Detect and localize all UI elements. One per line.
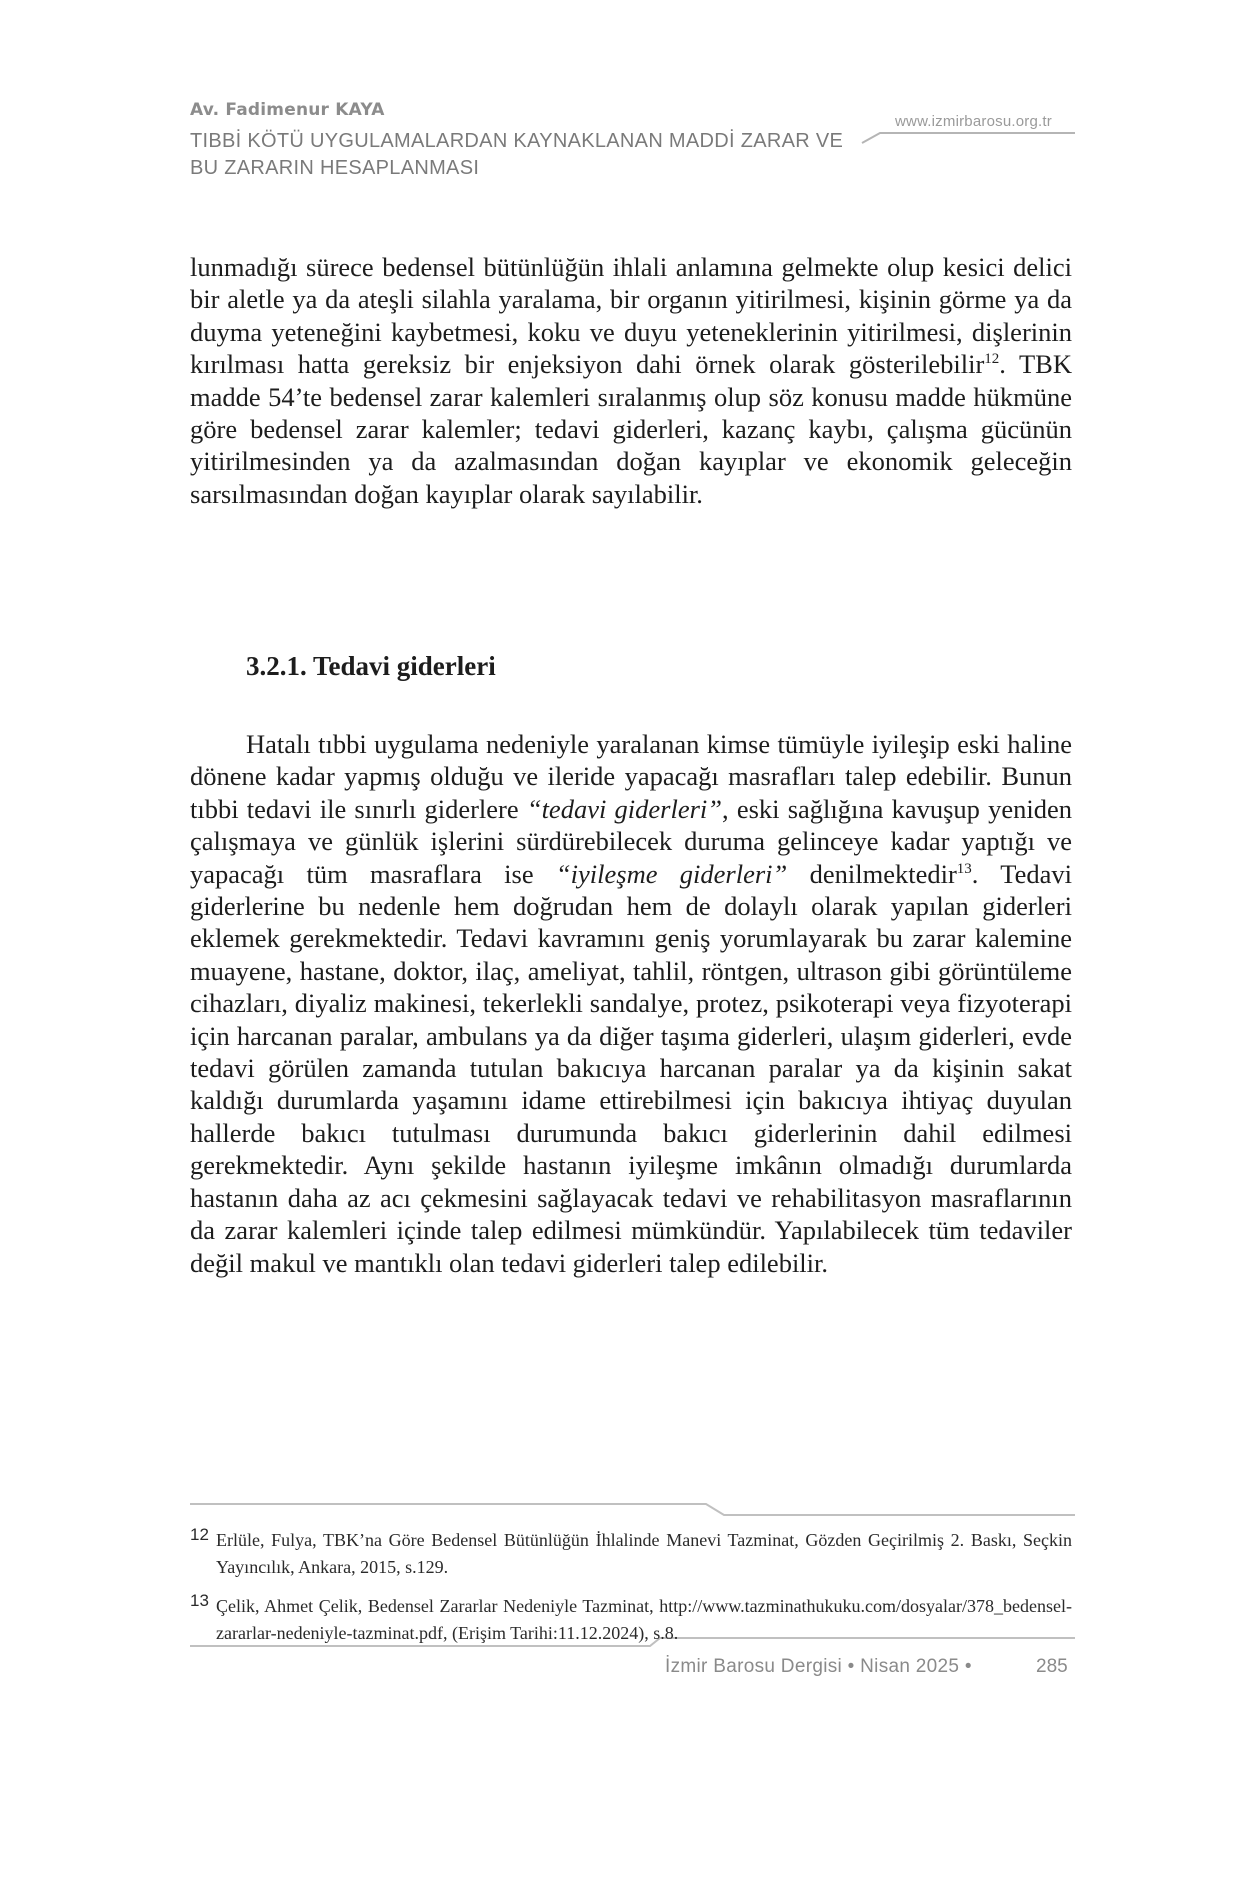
footnote-separator	[190, 1504, 1075, 1515]
header-rule	[862, 133, 1075, 143]
paragraph-1	[190, 251, 1072, 510]
footnote-ref-13: 13	[956, 860, 972, 877]
footer-page-number: 285	[1036, 1656, 1068, 1677]
header-title-line-2: BU ZARARIN HESAPLANMASI	[190, 157, 480, 179]
footnote-ref-12: 12	[984, 351, 1000, 368]
footnote-12	[190, 1527, 1072, 1581]
footnote-text: Çelik, Ahmet Çelik, Bedensel Zararlar Nedeniyle Tazminat, http://www.tazminathukuku.com/dosyalar/378_bedensel-zararlar-nedeniyle-tazminat.pdf, (Erişim Tarihi:11.12.2024), s.8.	[216, 1596, 1072, 1643]
header-author: Av. Fadimenur KAYA	[190, 100, 385, 120]
paragraph-2	[190, 728, 1072, 1279]
paragraph-1-text-b: . TBK madde 54’te bedensel zarar kalemleri sıralanmış olup söz konusu madde hükmüne göre bedensel zarar kalemler; tedavi giderleri, kazanç kaybı, çalışma gücünün yitirilmesinden ya da azalmasından doğan kayıplar ve ekonomik geleceğin sarsılmasından doğan kayıplar olarak sayılabilir.	[190, 349, 1072, 509]
footnote-number: 12	[190, 1525, 209, 1544]
header-title	[190, 128, 880, 182]
paragraph-2-text-c: denilmektedir	[787, 858, 957, 889]
footnote-number: 13	[190, 1591, 209, 1610]
paragraph-2-emphasis-2: “iyileşme giderleri”	[555, 858, 788, 889]
footnote-13	[190, 1593, 1072, 1647]
paragraph-2-text-a: Hatalı tıbbi uygulama nedeniyle yaralanan kimse tümüyle iyileşip eski haline dönene kadar yapmış olduğu ve ileride yapacağı masrafları talep edebilir. Bunun tıbbi tedavi ile sınırlı giderlere	[190, 729, 1072, 824]
section-heading: 3.2.1. Tedavi giderleri	[246, 651, 496, 681]
paragraph-2-text-b: , eski sağlığına kavuşup yeniden çalışmaya ve günlük işlerini sürdürebilecek duruma gelinceye kadar yaptığı ve yapacağı tüm masraflara ise	[190, 793, 1072, 889]
header-title-line-1: TIBBİ KÖTÜ UYGULAMALARDAN KAYNAKLANAN MADDİ ZARAR VE	[190, 130, 844, 152]
paragraph-2-text-d: . Tedavi giderlerine bu nedenle hem doğrudan hem de dolaylı olarak yapılan giderleri eklemek gerekmektedir. Tedavi kavramını geniş yorumlayarak bu zarar kalemine muayene, hastane, doktor, ilaç, ameliyat, tahlil, röntgen, ultrason gibi görüntüleme cihazları, diyaliz makinesi, tekerlekli sandalye, protez, psikoterapi veya fizyoterapi için harcanan paralar, ambulans ya da diğer taşıma giderleri, ulaşım giderleri, evde tedavi görülen zamanda tutulan bakıcıya harcanan paralar ya da kişinin sakat kaldığı durumlarda yaşamını idame ettirebilmesi için bakıcıya ihtiyaç duyulan hallerde bakıcı tutulması durumunda bakıcı giderlerinin dahil edilmesi gerekmektedir. Aynı şekilde hastanın iyileşme imkânın olmadığı durumlarda hastanın daha az acı çekmesini sağlayacak tedavi ve rehabilitasyon masraflarının da zarar kalemleri içinde talep edilmesi mümkündür. Yapılabilecek tüm tedaviler değil makul ve mantıklı olan tedavi giderleri talep edilebilir.	[190, 858, 1072, 1278]
paragraph-1-text-a: lunmadığı sürece bedensel bütünlüğün ihlali anlamına gelmekte olup kesici delici bir aletle ya da ateşli silahla yaralama, bir organın yitirilmesi, kişinin görme ya da duyma yeteneğini kaybetmesi, koku ve duyu yeteneklerinin yitirilmesi, dişlerinin kırılması hatta gereksiz bir enjeksiyon dahi örnek olarak gösterilebilir	[190, 252, 1072, 380]
paragraph-2-emphasis-1: “tedavi giderleri”	[526, 793, 722, 824]
footer-journal: İzmir Barosu Dergisi • Nisan 2025 •	[665, 1656, 972, 1677]
header-website: www.izmirbarosu.org.tr	[895, 113, 1052, 130]
footnote-text: Erlüle, Fulya, TBK’na Göre Bedensel Bütünlüğün İhlalinde Manevi Tazminat, Gözden Geçirilmiş 2. Baskı, Seçkin Yayıncılık, Ankara, 2015, s.129.	[216, 1530, 1072, 1577]
